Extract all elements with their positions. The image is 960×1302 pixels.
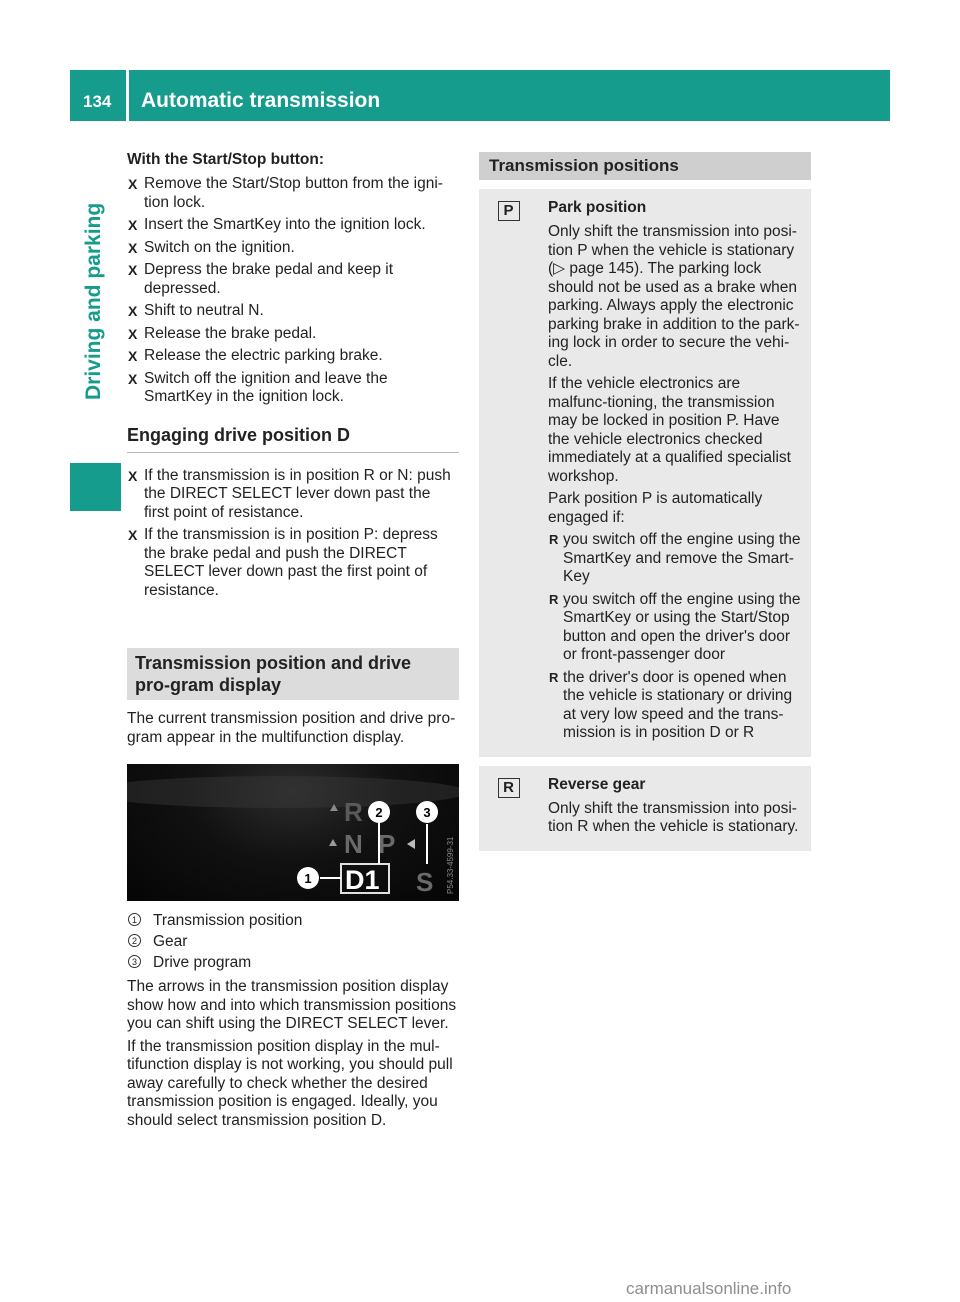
legend-number: 2: [128, 934, 141, 947]
bullet-icon: R: [549, 532, 559, 547]
display-heading: Transmission position and drive pro-gram display: [127, 648, 459, 700]
callout-3: 3: [423, 805, 431, 820]
page-number: 134: [83, 92, 112, 111]
engaging-heading: Engaging drive position D: [127, 425, 459, 453]
left-column: [127, 151, 459, 1134]
step-arrow-icon: X: [128, 217, 138, 233]
legend-number: 3: [128, 955, 141, 968]
gear-letter-d1: D1: [345, 865, 380, 895]
park-paragraph: If the vehicle electronics are malfunc-tioning, the transmission may be locked in position P. Have the vehicle electronics checked immediately at a qualified specialist workshop.: [548, 375, 791, 485]
page-title: Automatic transmission: [141, 89, 381, 112]
reverse-symbol-icon: R: [498, 778, 520, 798]
step-arrow-icon: X: [128, 467, 138, 484]
park-title: Park position: [548, 199, 647, 216]
table-heading: Transmission positions: [479, 152, 811, 180]
list-item: R you switch off the engine using the SmartKey or using the Start/Stop button and open the driver's door or front-passenger door: [549, 590, 801, 663]
display-intro: The current transmission position and drive pro-gram appear in the multifunction display.: [127, 710, 456, 746]
paragraph-arrows: The arrows in the transmission position display show how and into which transmission positions you can shift using the DIRECT SELECT lever.: [127, 978, 457, 1032]
gear-letter-n: N: [344, 829, 363, 859]
callout-2: 2: [375, 805, 383, 820]
multifunction-display-image: [127, 764, 459, 901]
table-row-park: [479, 189, 811, 757]
reverse-title: Reverse gear: [548, 775, 646, 793]
step-arrow-icon: X: [128, 176, 138, 192]
step: X Switch off the ignition and leave the SmartKey in the ignition lock.: [128, 369, 388, 405]
step-arrow-icon: X: [128, 325, 138, 342]
legend-item: 2 Gear: [127, 932, 459, 951]
legend-number: 1: [128, 913, 141, 926]
step: X Insert the SmartKey into the ignition lock.: [128, 216, 426, 233]
legend-item: 3 Drive program: [127, 953, 459, 972]
step-arrow-icon: X: [128, 370, 138, 387]
step: X Remove the Start/Stop button from the igni-tion lock.: [128, 175, 443, 211]
gear-letter-p: P: [378, 829, 396, 859]
header-divider: [126, 70, 129, 121]
reverse-paragraph: Only shift the transmission into posi-tion R when the vehicle is stationary.: [548, 799, 799, 835]
startstop-steps: [127, 175, 459, 407]
step-arrow-icon: X: [128, 262, 138, 278]
watermark: carmanualsonline.info: [626, 1279, 792, 1298]
list-item: R the driver's door is opened when the vehicle is stationary or driving at very low speed and the trans-mission is in position D or R: [549, 668, 793, 741]
gear-letter-r: R: [344, 797, 363, 827]
step: X If the transmission is in position P: depress the brake pedal and push the DIRECT SELECT lever down past the first point of resistance.: [128, 526, 438, 599]
paragraph-not-working: If the transmission position display in the mul-tifunction display is not working, you should pull away carefully to check whether the desired transmission position is engaged. Ideally, you should select transmission position D.: [127, 1037, 453, 1129]
right-column: [479, 152, 811, 851]
list-item: R you switch off the engine using the SmartKey and remove the Smart-Key: [549, 531, 801, 585]
startstop-heading: With the Start/Stop button:: [127, 151, 325, 168]
step-arrow-icon: X: [128, 348, 138, 364]
display-illustration: [127, 764, 459, 901]
step-arrow-icon: X: [128, 239, 138, 256]
park-paragraph: Park position P is automatically engaged if:: [548, 490, 763, 526]
section-tab-label: Driving and parking: [82, 202, 105, 400]
table-row-reverse: [479, 766, 811, 851]
image-code: P54.33-4599-31: [446, 836, 455, 894]
step: X Switch on the ignition.: [128, 238, 295, 256]
step: X Release the electric parking brake.: [128, 347, 383, 364]
park-paragraph: Only shift the transmission into posi-tion P when the vehicle is stationary (▷ page 145). The parking lock should not be used as a brake when parking. Always apply the electronic parking brake in addition to the park-ing lock in order to secure the vehi-cle.: [548, 223, 800, 370]
step-arrow-icon: X: [128, 527, 138, 543]
park-symbol-icon: P: [498, 201, 520, 221]
callout-1: 1: [304, 871, 312, 886]
step: X If the transmission is in position R or N: push the DIRECT SELECT lever down past the first point of resistance.: [128, 466, 451, 521]
bullet-icon: R: [549, 669, 559, 685]
step: X Depress the brake pedal and keep it depressed.: [128, 261, 394, 297]
legend-item: 1 Transmission position: [127, 911, 459, 930]
section-tab-marker: [70, 463, 121, 511]
step-arrow-icon: X: [128, 303, 138, 319]
step: X Shift to neutral N.: [128, 302, 264, 319]
bullet-icon: R: [549, 591, 559, 607]
step: X Release the brake pedal.: [128, 324, 317, 342]
drive-program-s: S: [416, 867, 434, 897]
